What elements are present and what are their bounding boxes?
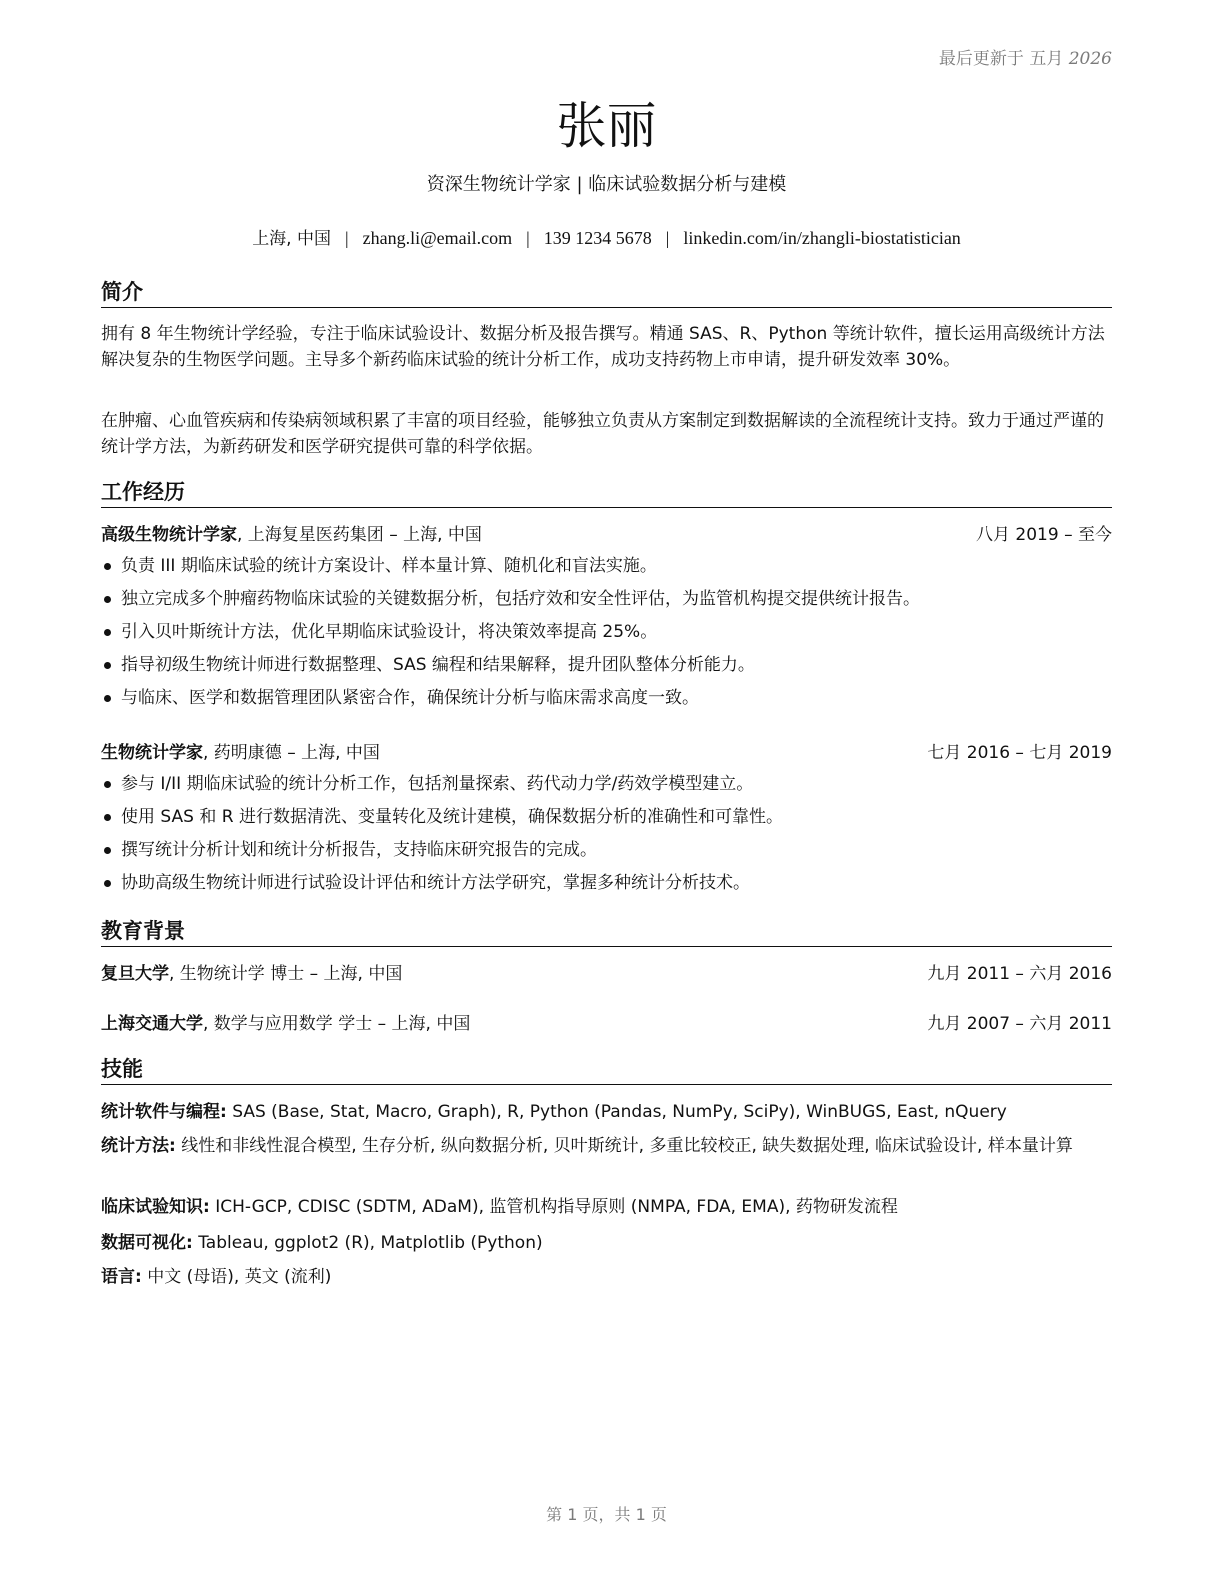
list-item: 与临床、医学和数据管理团队紧密合作，确保统计分析与临床需求高度一致。 — [101, 686, 1112, 719]
list-item: 撰写统计分析计划和统计分析报告，支持临床研究报告的完成。 — [101, 838, 1112, 871]
section-title-education: 教育背景 — [101, 918, 1112, 947]
skill-label: 临床试验知识: — [101, 1197, 210, 1217]
education-school: 上海交通大学 — [101, 1014, 203, 1034]
last-updated: 最后更新于 五月 2026 — [938, 49, 1112, 69]
skill-label: 数据可视化: — [101, 1233, 193, 1253]
education-date: 九月 2007 – 六月 2011 — [927, 1014, 1112, 1034]
education-item — [101, 1012, 1112, 1036]
education-degree: , 生物统计学 博士 – 上海, 中国 — [169, 964, 403, 984]
contact-location: 上海, 中国 — [252, 229, 331, 249]
job-date: 八月 2019 – 至今 — [976, 525, 1112, 545]
candidate-name: 张丽 — [556, 97, 657, 155]
skill-value: SAS (Base, Stat, Macro, Graph), R, Python (Pandas, NumPy, SciPy), WinBUGS, East, nQuery — [226, 1102, 1007, 1122]
job-role: 生物统计学家 — [101, 743, 203, 763]
contact-linkedin[interactable]: linkedin.com/in/zhangli-biostatistician — [683, 228, 961, 248]
list-item: 指导初级生物统计师进行数据整理、SAS 编程和结果解释，提升团队整体分析能力。 — [101, 653, 1112, 686]
list-item: 负责 III 期临床试验的统计方案设计、样本量计算、随机化和盲法实施。 — [101, 554, 1112, 587]
page-number-footer: 第 1 页，共 1 页 — [546, 1505, 667, 1524]
job-header — [101, 741, 1112, 765]
education-degree: , 数学与应用数学 学士 – 上海, 中国 — [203, 1014, 471, 1034]
contact-separator: | — [526, 228, 530, 248]
list-item: 使用 SAS 和 R 进行数据清洗、变量转化及统计建模，确保数据分析的准确性和可靠性。 — [101, 805, 1112, 838]
skill-label: 语言: — [101, 1267, 142, 1287]
list-item: 协助高级生物统计师进行试验设计评估和统计方法学研究，掌握多种统计分析技术。 — [101, 871, 1112, 904]
skill-line — [101, 1194, 1112, 1220]
contact-email[interactable]: zhang.li@email.com — [362, 228, 513, 248]
section-title-summary: 简介 — [101, 279, 1112, 308]
tagline: 资深生物统计学家 | 临床试验数据分析与建模 — [426, 174, 787, 195]
skill-line — [101, 1133, 1112, 1159]
summary-paragraph: 拥有 8 年生物统计学经验，专注于临床试验设计、数据分析及报告撰写。精通 SAS、R、Python 等统计软件，擅长运用高级统计方法解决复杂的生物医学问题。主导多个新药临床试验的统计分析工作，成功支持药物上市申请，提升研发效率 30%。 — [101, 324, 1105, 370]
job-company: , 药明康德 – 上海, 中国 — [203, 743, 380, 763]
skill-value: Tableau, ggplot2 (R), Matplotlib (Python) — [192, 1233, 543, 1253]
contact-line — [101, 224, 1112, 249]
job-date: 七月 2016 – 七月 2019 — [927, 743, 1112, 763]
skill-line — [101, 1230, 1112, 1256]
job-bullets — [101, 772, 1112, 904]
skill-label: 统计软件与编程: — [101, 1102, 227, 1122]
contact-phone[interactable]: 139 1234 5678 — [543, 228, 652, 248]
summary-paragraph: 在肿瘤、心血管疾病和传染病领域积累了丰富的项目经验，能够独立负责从方案制定到数据解读的全流程统计支持。致力于通过严谨的统计学方法，为新药研发和医学研究提供可靠的科学依据。 — [101, 411, 1104, 457]
education-school: 复旦大学 — [101, 964, 169, 984]
contact-separator: | — [665, 228, 670, 248]
skill-line — [101, 1264, 1112, 1290]
education-item — [101, 962, 1112, 986]
section-title-experience: 工作经历 — [101, 479, 1112, 508]
section-title-skills: 技能 — [101, 1056, 1112, 1085]
skill-label: 统计方法: — [101, 1136, 176, 1156]
job-role: 高级生物统计学家 — [101, 525, 237, 545]
education-date: 九月 2011 – 六月 2016 — [927, 964, 1112, 984]
skill-value: ICH-GCP, CDISC (SDTM, ADaM), 监管机构指导原则 (NMPA, FDA, EMA), 药物研发流程 — [209, 1197, 898, 1217]
job-bullets — [101, 554, 1112, 719]
list-item: 参与 I/II 期临床试验的统计分析工作，包括剂量探索、药代动力学/药效学模型建立。 — [101, 772, 1112, 805]
skill-value: 线性和非线性混合模型, 生存分析, 纵向数据分析, 贝叶斯统计, 多重比较校正, 缺失数据处理, 临床试验设计, 样本量计算 — [175, 1136, 1073, 1156]
skill-value: 中文 (母语), 英文 (流利) — [141, 1267, 332, 1287]
job-company: , 上海复星医药集团 – 上海, 中国 — [237, 525, 482, 545]
list-item: 独立完成多个肿瘤药物临床试验的关键数据分析，包括疗效和安全性评估，为监管机构提交提供统计报告。 — [101, 587, 1112, 620]
contact-separator: | — [345, 228, 349, 248]
list-item: 引入贝叶斯统计方法，优化早期临床试验设计，将决策效率提高 25%。 — [101, 620, 1112, 653]
job-header — [101, 523, 1112, 547]
skill-line — [101, 1099, 1112, 1125]
